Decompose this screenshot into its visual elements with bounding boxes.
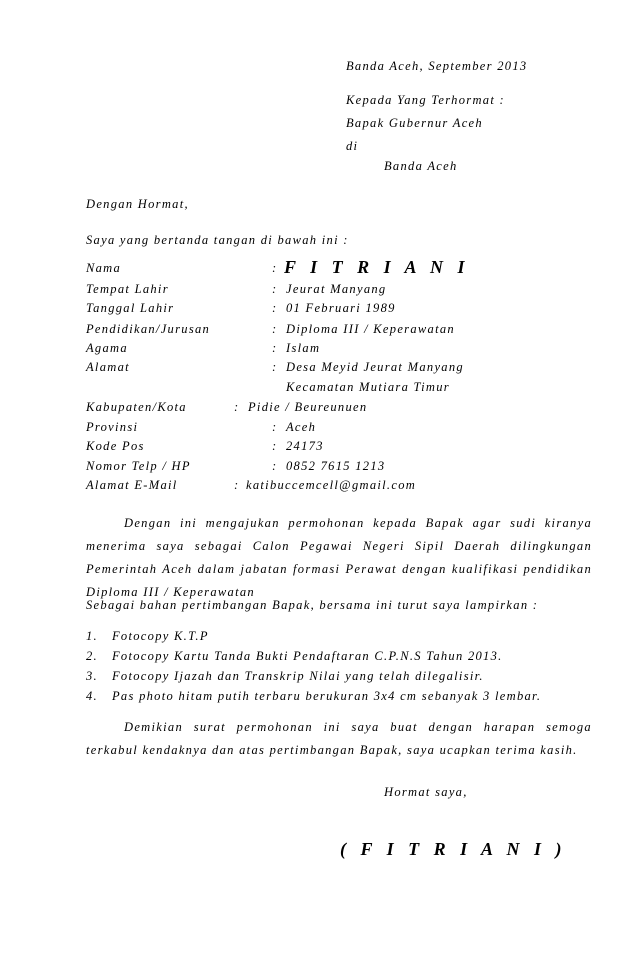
field-value: Jeurat Manyang [286,282,387,296]
field-value: katibuccemcell@gmail.com [246,478,417,492]
recipient-line-2: Bapak Gubernur Aceh [346,116,483,130]
attachment-number: 1. [86,629,98,643]
body-paragraph: Dengan ini mengajukan permohonan kepada Bapak agar sudi kiranya menerima saya sebagai Calon Pegawai Negeri Sipil Daerah dilingkungan Pemerintah Aceh dalam jabatan formasi Perawat dengan kualifikasi pendidikan Diploma III / Keperawatan [86,516,592,599]
field-colon: : [272,420,278,434]
field-colon: : [272,459,278,473]
attachment-item [86,670,484,683]
field-value: Islam [286,341,321,355]
field-colon: : [234,400,240,414]
field-value: Pidie / Beureunuen [248,400,368,414]
field-row-telepon [86,460,626,480]
field-value-line-2: Kecamatan Mutiara Timur [286,380,450,394]
attachment-text: Fotocopy K.T.P [112,629,209,643]
attachment-item [86,650,503,663]
attachment-item [86,690,541,703]
field-row-agama [86,342,626,362]
attachment-number: 4. [86,689,98,703]
field-row-tanggal-lahir [86,302,626,322]
signature-name: ( F I T R I A N I ) [340,839,567,859]
field-label: Kode Pos [86,439,145,453]
field-colon: : [272,360,278,374]
field-colon: : [234,478,240,492]
field-value: Diploma III / Keperawatan [286,322,455,336]
field-colon: : [272,301,278,315]
field-value: Desa Meyid Jeurat Manyang [286,360,464,374]
field-label: Agama [86,341,128,355]
field-value: Aceh [286,420,317,434]
field-value-name: F I T R I A N I [284,257,470,277]
field-label: Tanggal Lahir [86,301,175,315]
field-label: Nama [86,261,122,275]
letter-date: Banda Aceh, September 2013 [346,59,528,73]
field-row-provinsi [86,421,626,441]
field-colon: : [272,341,278,355]
closing-paragraph: Demikian surat permohonan ini saya buat dengan harapan semoga terkabul kendaknya dan atas pertimbangan Bapak, saya ucapkan terima kasih. [86,720,592,757]
field-row-alamat [86,361,626,403]
field-value: 01 Februari 1989 [286,301,396,315]
field-label: Tempat Lahir [86,282,169,296]
field-value: 24173 [286,439,324,453]
attachment-text: Fotocopy Kartu Tanda Bukti Pendaftaran C.P.N.S Tahun 2013. [112,649,503,663]
greeting: Dengan Hormat, [86,197,189,211]
field-row-tempat-lahir [86,283,626,303]
intro-line: Saya yang bertanda tangan di bawah ini : [86,233,349,247]
field-row-pendidikan [86,323,626,343]
field-row-kabupaten [86,401,626,421]
recipient-line-1: Kepada Yang Terhormat : [346,93,505,107]
attachment-item [86,630,209,643]
field-row-kode-pos [86,440,626,460]
field-label: Kabupaten/Kota [86,400,187,414]
field-colon: : [272,439,278,453]
field-value: 0852 7615 1213 [286,459,386,473]
field-row-email [86,479,626,499]
sign-off: Hormat saya, [384,785,468,799]
attachment-number: 2. [86,649,98,663]
field-label: Provinsi [86,420,139,434]
field-colon: : [272,261,278,275]
attachment-text: Pas photo hitam putih terbaru berukuran 3x4 cm sebanyak 3 lembar. [112,689,542,703]
recipient-line-3: di [346,139,359,153]
attachments-intro: Sebagai bahan pertimbangan Bapak, bersama ini turut saya lampirkan : [86,598,539,612]
field-colon: : [272,322,278,336]
field-label: Nomor Telp / HP [86,459,191,473]
field-label: Pendidikan/Jurusan [86,322,211,336]
attachment-number: 3. [86,669,98,683]
attachment-text: Fotocopy Ijazah dan Transkrip Nilai yang telah dilegalisir. [112,669,484,683]
field-label: Alamat E-Mail [86,478,178,492]
field-label: Alamat [86,360,130,374]
field-row-nama [86,257,626,282]
recipient-line-4: Banda Aceh [384,159,458,173]
field-colon: : [272,282,278,296]
